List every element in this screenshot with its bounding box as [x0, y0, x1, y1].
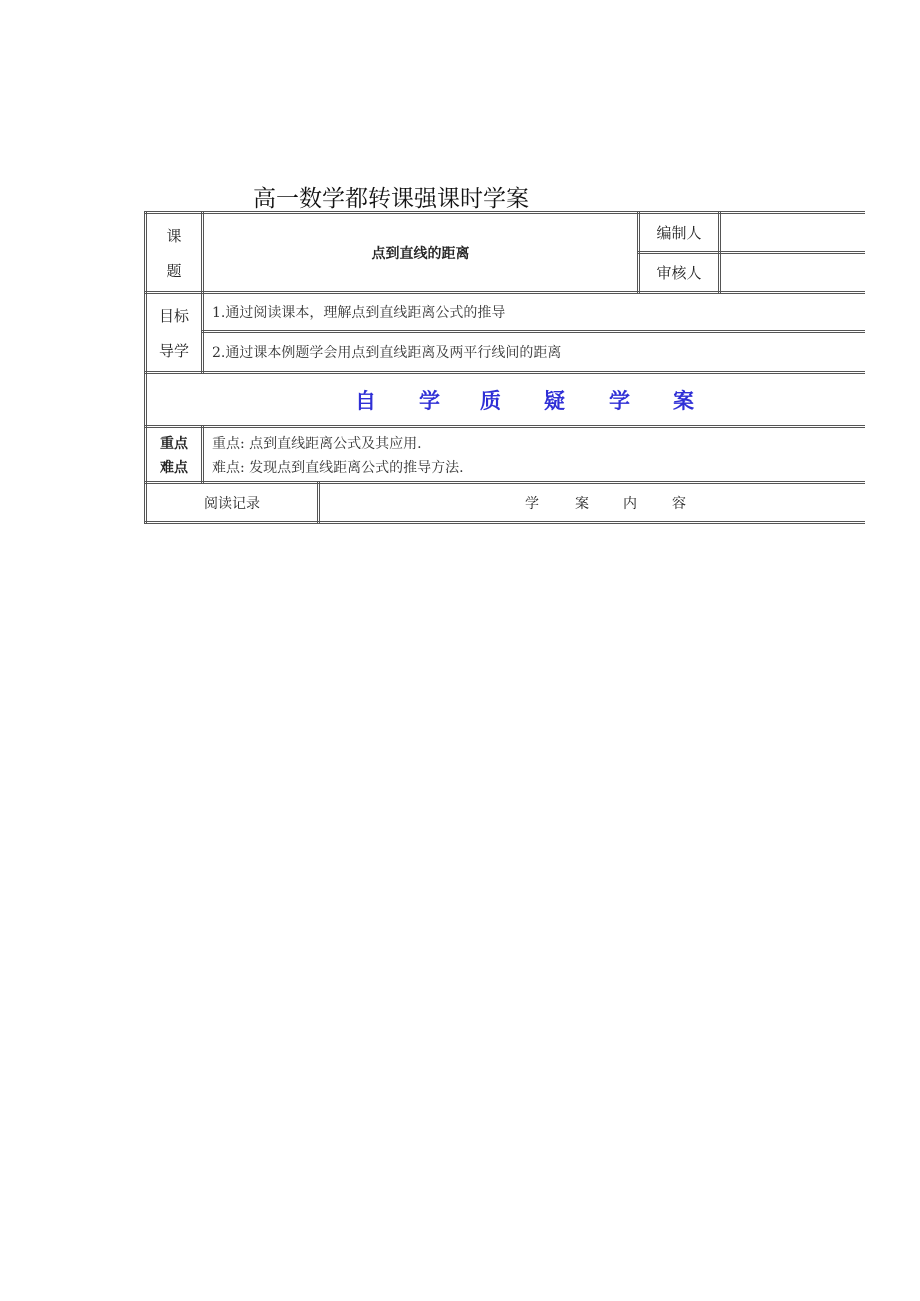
reading-content-cell [320, 484, 865, 521]
keypoints-content-cell [204, 428, 865, 481]
goals-label-2: 导学 [158, 341, 189, 360]
reading-char-4: 容 [672, 495, 686, 512]
keypoints-label-1: 重点 [160, 435, 188, 452]
reading-char-2: 案 [575, 495, 589, 512]
reviewer-label: 审核人 [656, 264, 702, 282]
reviewer-label-cell [640, 254, 718, 291]
goal-item-2 [204, 333, 865, 371]
editor-label-cell [640, 214, 718, 251]
goal-item-1-text: 1.通过阅读课本，理解点到直线距离公式的推导 [212, 305, 506, 321]
goals-label-1: 目标 [158, 306, 189, 325]
banner-char-3: 质 [480, 388, 501, 413]
reading-label-cell [147, 484, 317, 521]
keypoints-label-2: 难点 [160, 459, 188, 476]
topic-label-1: 课 [166, 226, 182, 245]
keypoints-label-cell [147, 428, 201, 481]
topic-label-2: 题 [166, 261, 182, 280]
reading-char-3: 内 [623, 495, 637, 512]
topic-text: 点到直线的距离 [371, 245, 470, 262]
banner-cell [147, 374, 865, 425]
banner-char-5: 学 [609, 388, 630, 413]
reading-label: 阅读记录 [204, 495, 260, 512]
table-bottom-border [144, 521, 865, 524]
goals-label-cell [147, 294, 201, 371]
banner-char-4: 疑 [544, 388, 565, 413]
reading-char-1: 学 [525, 495, 539, 512]
document-title: 高一数学都转课强课时学案 [253, 186, 529, 212]
topic-cell [204, 214, 637, 291]
reviewer-value-cell [721, 254, 865, 291]
banner-char-6: 案 [673, 388, 694, 413]
banner-char-1: 自 [355, 388, 376, 413]
goal-item-2-text: 2.通过课本例题学会用点到直线距离及两平行线间的距离 [212, 345, 562, 361]
topic-label-cell [147, 214, 201, 291]
editor-label: 编制人 [656, 224, 702, 242]
goal-item-1 [204, 294, 865, 330]
key-point-text: 重点: 点到直线距离公式及其应用. [212, 435, 422, 452]
editor-value-cell [721, 214, 865, 251]
difficult-point-text: 难点: 发现点到直线距离公式的推导方法. [212, 459, 464, 476]
banner-char-2: 学 [419, 388, 440, 413]
